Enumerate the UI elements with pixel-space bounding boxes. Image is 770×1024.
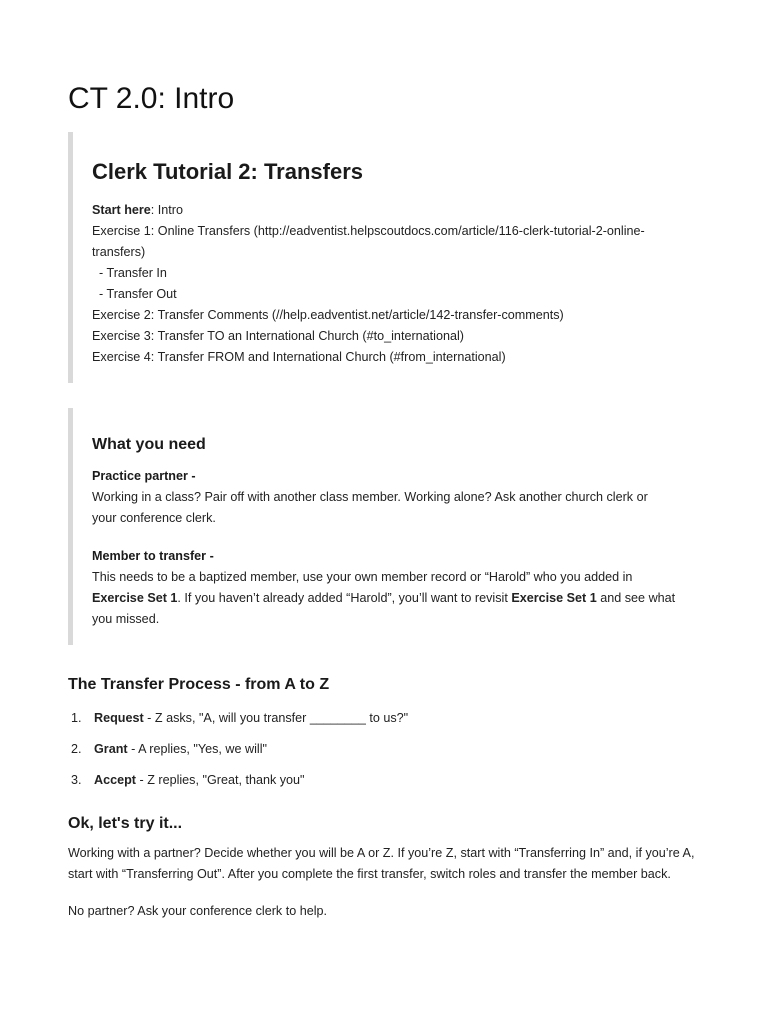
start-here-label: Start here (92, 203, 151, 217)
practice-partner-text-2: your conference clerk. (92, 511, 216, 525)
step-grant (68, 739, 408, 770)
member-to-transfer-text-1: This needs to be a baptized member, use your own member record or “Harold” who you added in (92, 570, 633, 584)
try-it-line-2: start with “Transferring Out”. After you complete the first transfer, switch roles and transfer the member back. (68, 867, 671, 881)
step-number: 2. (71, 742, 82, 756)
what-you-need-heading: What you need (92, 436, 206, 453)
practice-partner-text-1: Working in a class? Pair off with another class member. Working alone? Ask another church clerk or (92, 490, 648, 504)
try-it-line-1: Working with a partner? Decide whether you will be A or Z. If you’re Z, start with “Transferring In” and, if you’re A, (68, 846, 695, 860)
exercise-set-1-ref-2: Exercise Set 1 (511, 591, 597, 605)
exercise-1-link[interactable]: Exercise 1: Online Transfers (http://eadventist.helpscoutdocs.com/article/116-clerk-tutorial-2-online- (92, 224, 645, 238)
start-here-line (92, 200, 645, 221)
transfer-steps-list (68, 708, 408, 801)
member-to-transfer-block (92, 546, 675, 630)
exercise-set-1-ref: Exercise Set 1 (92, 591, 178, 605)
transfer-process-heading: The Transfer Process - from A to Z (68, 676, 330, 693)
sub-item-transfer-out: - Transfer Out (99, 287, 177, 301)
step-number: 1. (71, 711, 82, 725)
what-you-need-callout (68, 408, 728, 645)
step-text: - A replies, "Yes, we will" (127, 742, 267, 756)
tutorial-heading: Clerk Tutorial 2: Transfers (92, 159, 364, 184)
member-text-end: and see what (596, 591, 676, 605)
try-it-paragraph (68, 843, 694, 885)
try-it-heading: Ok, let's try it... (68, 815, 183, 832)
page-title: CT 2.0: Intro (68, 82, 235, 115)
tutorial-list (92, 200, 645, 368)
start-here-value: : Intro (150, 203, 183, 217)
step-label: Accept (94, 773, 136, 787)
step-text: - Z replies, "Great, thank you" (136, 773, 305, 787)
exercise-4-link[interactable]: Exercise 4: Transfer FROM and International Church (#from_international) (92, 350, 506, 364)
exercise-3-link[interactable]: Exercise 3: Transfer TO an International Church (#to_international) (92, 329, 464, 343)
exercise-1-link-continued[interactable]: transfers) (92, 245, 146, 259)
exercise-2-link[interactable]: Exercise 2: Transfer Comments (//help.eadventist.net/article/142-transfer-comments) (92, 308, 564, 322)
member-to-transfer-text-2 (92, 588, 675, 609)
sub-item-transfer-in: - Transfer In (99, 266, 167, 280)
step-number: 3. (71, 773, 82, 787)
step-label: Request (94, 711, 144, 725)
member-to-transfer-text-3: you missed. (92, 612, 160, 626)
step-request (68, 708, 408, 739)
member-to-transfer-label: Member to transfer - (92, 549, 214, 563)
no-partner-paragraph: No partner? Ask your conference clerk to help. (68, 904, 328, 918)
practice-partner-label: Practice partner - (92, 469, 196, 483)
member-text-middle: . If you haven’t already added “Harold”, you’ll want to revisit (177, 591, 512, 605)
practice-partner-block (92, 466, 648, 529)
step-text: - Z asks, "A, will you transfer ________ to us?" (143, 711, 409, 725)
step-label: Grant (94, 742, 128, 756)
step-accept (68, 770, 408, 801)
tutorial-callout (68, 132, 728, 383)
